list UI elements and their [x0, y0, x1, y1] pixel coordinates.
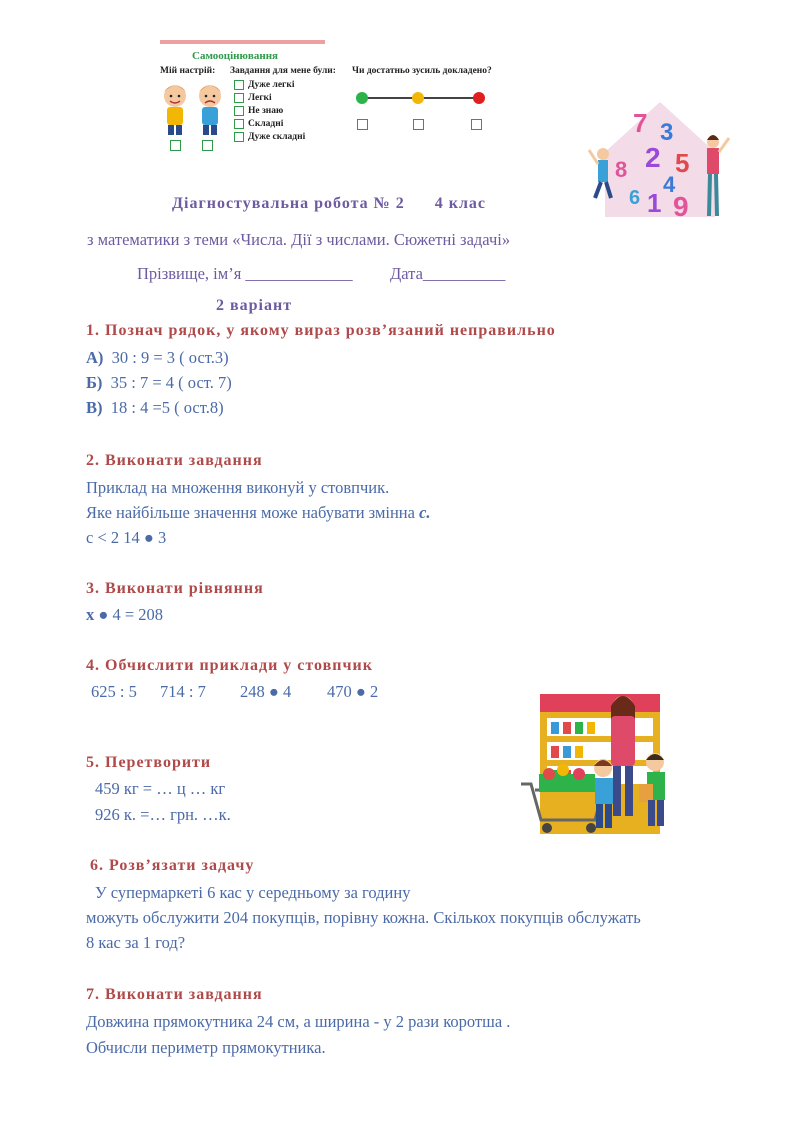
self-assessment-top-strip — [160, 40, 325, 44]
task-3-equation: х ● 4 = 208 — [86, 605, 164, 624]
boy-happy-icon — [164, 85, 186, 135]
supermarket-illustration — [515, 672, 715, 862]
task-2-line-2: Яке найбільше значення може набувати змінна с. — [86, 503, 431, 522]
mood-label: Мій настрій: — [160, 66, 216, 76]
task-1-option-a[interactable]: А) 30 : 9 = 3 ( ост.3) — [86, 348, 229, 367]
task-2-line-1: Приклад на множення виконуй у стовпчик. — [86, 478, 390, 497]
boy-sad-icon — [199, 85, 221, 135]
page-title: Діагностувальна робота № 2 4 клас — [172, 195, 487, 212]
mood-sad-checkbox[interactable] — [202, 140, 213, 151]
effort-yellow-checkbox[interactable] — [413, 119, 424, 130]
task-7-line-1: Довжина прямокутника 24 см, а ширина - у 2 рази коротша . — [86, 1012, 511, 1031]
task-7-line-2: Обчисли периметр прямокутника. — [86, 1038, 326, 1057]
task-6-line-3: 8 кас за 1 год? — [86, 933, 186, 952]
task-5-line-1: 459 кг = … ц … кг — [95, 779, 226, 798]
checkbox-icon[interactable] — [234, 93, 244, 103]
effort-label: Чи достатньо зусиль докладено? — [352, 66, 492, 76]
grade-label: 4 клас — [434, 195, 487, 212]
task-5-line-2: 926 к. =… грн. …к. — [95, 805, 231, 824]
math-numbers-illustration — [585, 92, 735, 222]
task-6-title: 6. Розв’язати задачу — [90, 857, 255, 874]
effort-red-checkbox[interactable] — [471, 119, 482, 130]
kids-mood-illustration — [158, 78, 230, 140]
variant-label: 2 варіант — [216, 297, 293, 314]
checkbox-icon[interactable] — [234, 119, 244, 129]
task-2-inequality: с < 2 14 ● 3 — [86, 528, 167, 547]
effort-green-dot — [356, 92, 368, 104]
svg-text:9: 9 — [673, 191, 689, 222]
task-1-option-b[interactable]: Б) 35 : 7 = 4 ( ост. 7) — [86, 373, 232, 392]
task-2-title: 2. Виконати завдання — [86, 452, 263, 469]
svg-text:5: 5 — [675, 148, 690, 178]
difficulty-option-easy[interactable]: Легкі — [234, 93, 272, 103]
svg-text:6: 6 — [629, 187, 641, 209]
task-1-option-c[interactable]: В) 18 : 4 =5 ( ост.8) — [86, 398, 224, 417]
difficulty-option-very-easy[interactable]: Дуже легкі — [234, 80, 295, 90]
task-6-line-1: У супермаркеті 6 кас у середньому за годину — [95, 883, 411, 902]
task-4-example-3: 248 ● 4 — [240, 682, 292, 701]
task-4-example-2: 714 : 7 — [160, 682, 206, 701]
checkbox-icon[interactable] — [234, 80, 244, 90]
student-name-field[interactable]: Прізвище, ім’я _____________ — [137, 264, 353, 283]
subject-line: з математики з теми «Числа. Дії з числами. Сюжетні задачі» — [87, 230, 511, 249]
variable-name: с. — [419, 503, 431, 522]
svg-text:3: 3 — [660, 119, 674, 146]
svg-text:7: 7 — [633, 108, 648, 138]
svg-text:8: 8 — [615, 157, 628, 182]
task-4-example-1: 625 : 5 — [91, 682, 137, 701]
tasks-label: Завдання для мене були: — [230, 66, 336, 76]
effort-green-checkbox[interactable] — [357, 119, 368, 130]
svg-text:2: 2 — [645, 142, 661, 173]
mood-happy-checkbox[interactable] — [170, 140, 181, 151]
task-4-title: 4. Обчислити приклади у стовпчик — [86, 657, 373, 674]
task-5-title: 5. Перетворити — [86, 754, 212, 771]
checkbox-icon[interactable] — [234, 106, 244, 116]
checkbox-icon[interactable] — [234, 132, 244, 142]
task-4-example-4: 470 ● 2 — [327, 682, 379, 701]
difficulty-option-hard[interactable]: Складні — [234, 119, 283, 129]
task-1-title: 1. Познач рядок, у якому вираз розв’язаний неправильно — [86, 322, 556, 339]
self-assessment-title: Самооцінювання — [192, 50, 278, 62]
task-6-line-2: можуть обслужити 204 покупців, порівну кожна. Скількох покупців обслужать — [86, 908, 641, 927]
effort-red-dot — [473, 92, 485, 104]
difficulty-option-unknown[interactable]: Не знаю — [234, 106, 283, 116]
svg-text:1: 1 — [647, 188, 662, 218]
task-7-title: 7. Виконати завдання — [86, 986, 263, 1003]
svg-text:4: 4 — [663, 172, 676, 197]
difficulty-option-very-hard[interactable]: Дуже складні — [234, 132, 305, 142]
date-field[interactable]: Дата__________ — [390, 264, 506, 283]
task-3-title: 3. Виконати рівняння — [86, 580, 264, 597]
effort-yellow-dot — [412, 92, 424, 104]
